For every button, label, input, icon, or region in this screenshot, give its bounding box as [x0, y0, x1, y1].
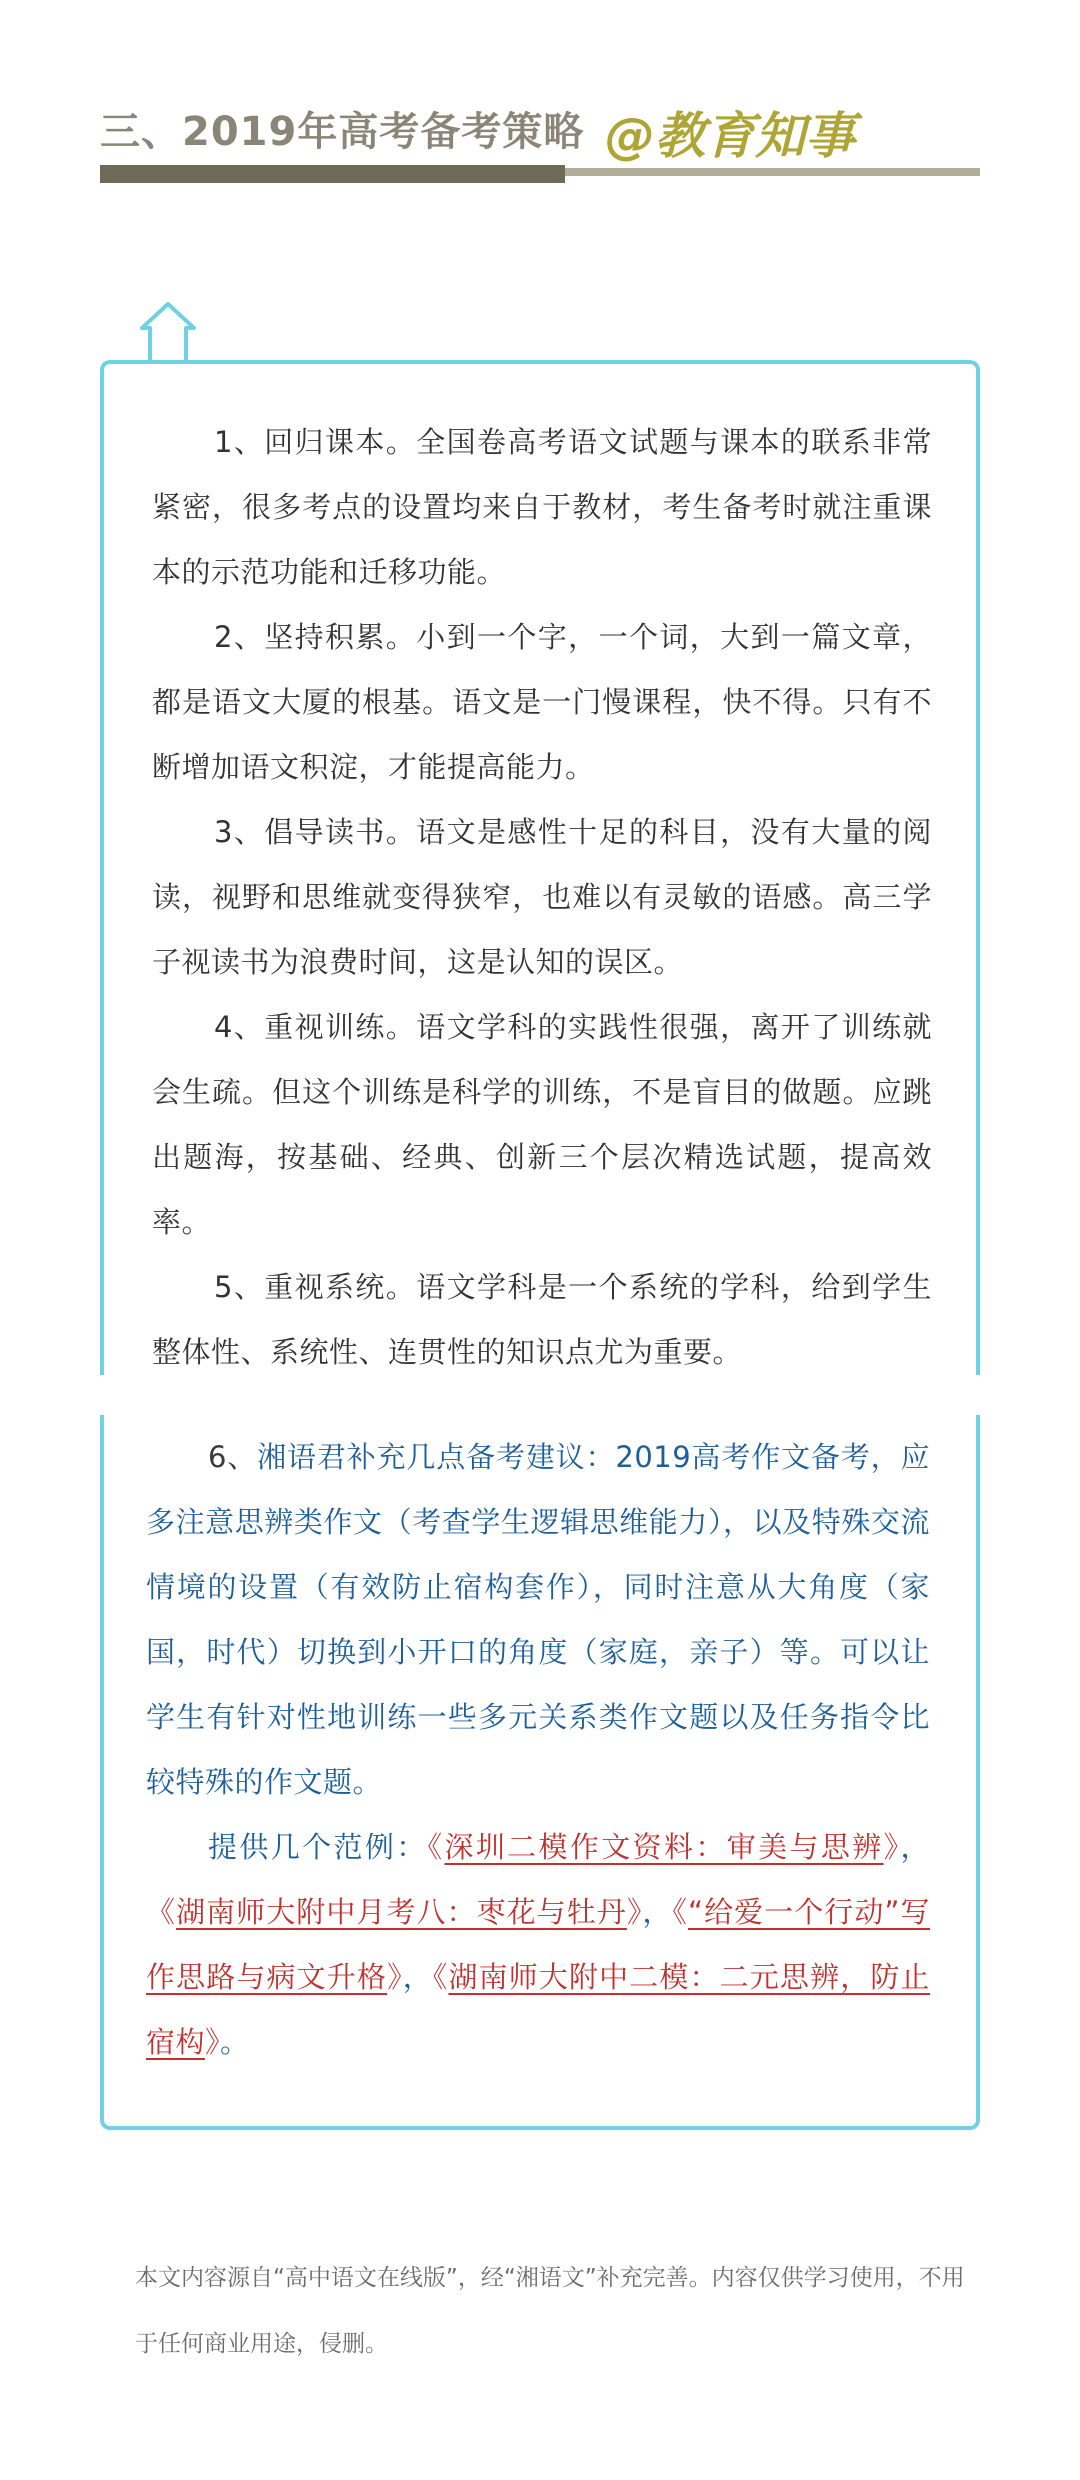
strategy-item: 4、重视训练。语文学科的实践性很强，离开了训练就会生疏。但这个训练是科学的训练，不是盲目的做题。应跳出题海，按基础、经典、创新三个层次精选试题，提高效率。 — [152, 1010, 932, 1239]
examples-intro: 提供几个范例： — [208, 1830, 428, 1864]
supplement-section — [146, 1425, 930, 2075]
example-link[interactable]: 湖南师大附中二模：二元思辨，防止宿构 — [146, 1960, 930, 2059]
strategy-list — [152, 410, 932, 1385]
section-header — [0, 0, 1080, 200]
supplement-text: 湘语君补充几点备考建议：2019高考作文备考，应多注意思辨类作文（考查学生逻辑思维能力），以及特殊交流情境的设置（有效防止宿构套作），同时注意从大角度（家国，时代）切换到小开口的角度（家庭，亲子）等。可以让学生有针对性地训练一些多元关系类作文题以及任务指令比较特殊的作文题。 — [146, 1440, 930, 1799]
strategy-item: 2、坚持积累。小到一个字，一个词，大到一篇文章，都是语文大厦的根基。语文是一门慢课程，快不得。只有不断增加语文积淀，才能提高能力。 — [152, 620, 932, 784]
source-note: 本文内容源自“高中语文在线版”，经“湘语文”补充完善。内容仅供学习使用，不用于任何商业用途，侵删。 — [135, 2265, 965, 2357]
supplement-paragraph — [146, 1425, 930, 1815]
examples-paragraph: 提供几个范例：《深圳二模作文资料：审美与思辨》，《湖南师大附中月考八：枣花与牡丹》，《“给爱一个行动”写作思路与病文升格》，《湖南师大附中二模：二元思辨，防止宿构》。 — [146, 1830, 930, 2059]
example-link[interactable]: 湖南师大附中月考八：枣花与牡丹 — [176, 1895, 627, 1929]
brand-watermark: @教育知事 — [605, 107, 855, 165]
header-underline-thick — [100, 165, 565, 183]
strategy-item: 5、重视系统。语文学科是一个系统的学科，给到学生整体性、系统性、连贯性的知识点尤为重要。 — [152, 1270, 932, 1369]
header-underline-thin — [560, 168, 980, 176]
section-title: 三、2019年高考备考策略 — [100, 109, 585, 155]
up-arrow-icon — [140, 302, 196, 364]
supplement-number: 6、 — [208, 1440, 258, 1474]
example-link[interactable]: “给爱一个行动”写作思路与病文升格 — [146, 1895, 930, 1994]
strategy-item: 1、回归课本。全国卷高考语文试题与课本的联系非常紧密，很多考点的设置均来自于教材，考生备考时就注重课本的示范功能和迁移功能。 — [152, 425, 932, 589]
strategy-item: 3、倡导读书。语文是感性十足的科目，没有大量的阅读，视野和思维就变得狭窄，也难以有灵敏的语感。高三学子视读书为浪费时间，这是认知的误区。 — [152, 815, 932, 979]
example-link[interactable]: 深圳二模作文资料：审美与思辨 — [444, 1830, 884, 1864]
